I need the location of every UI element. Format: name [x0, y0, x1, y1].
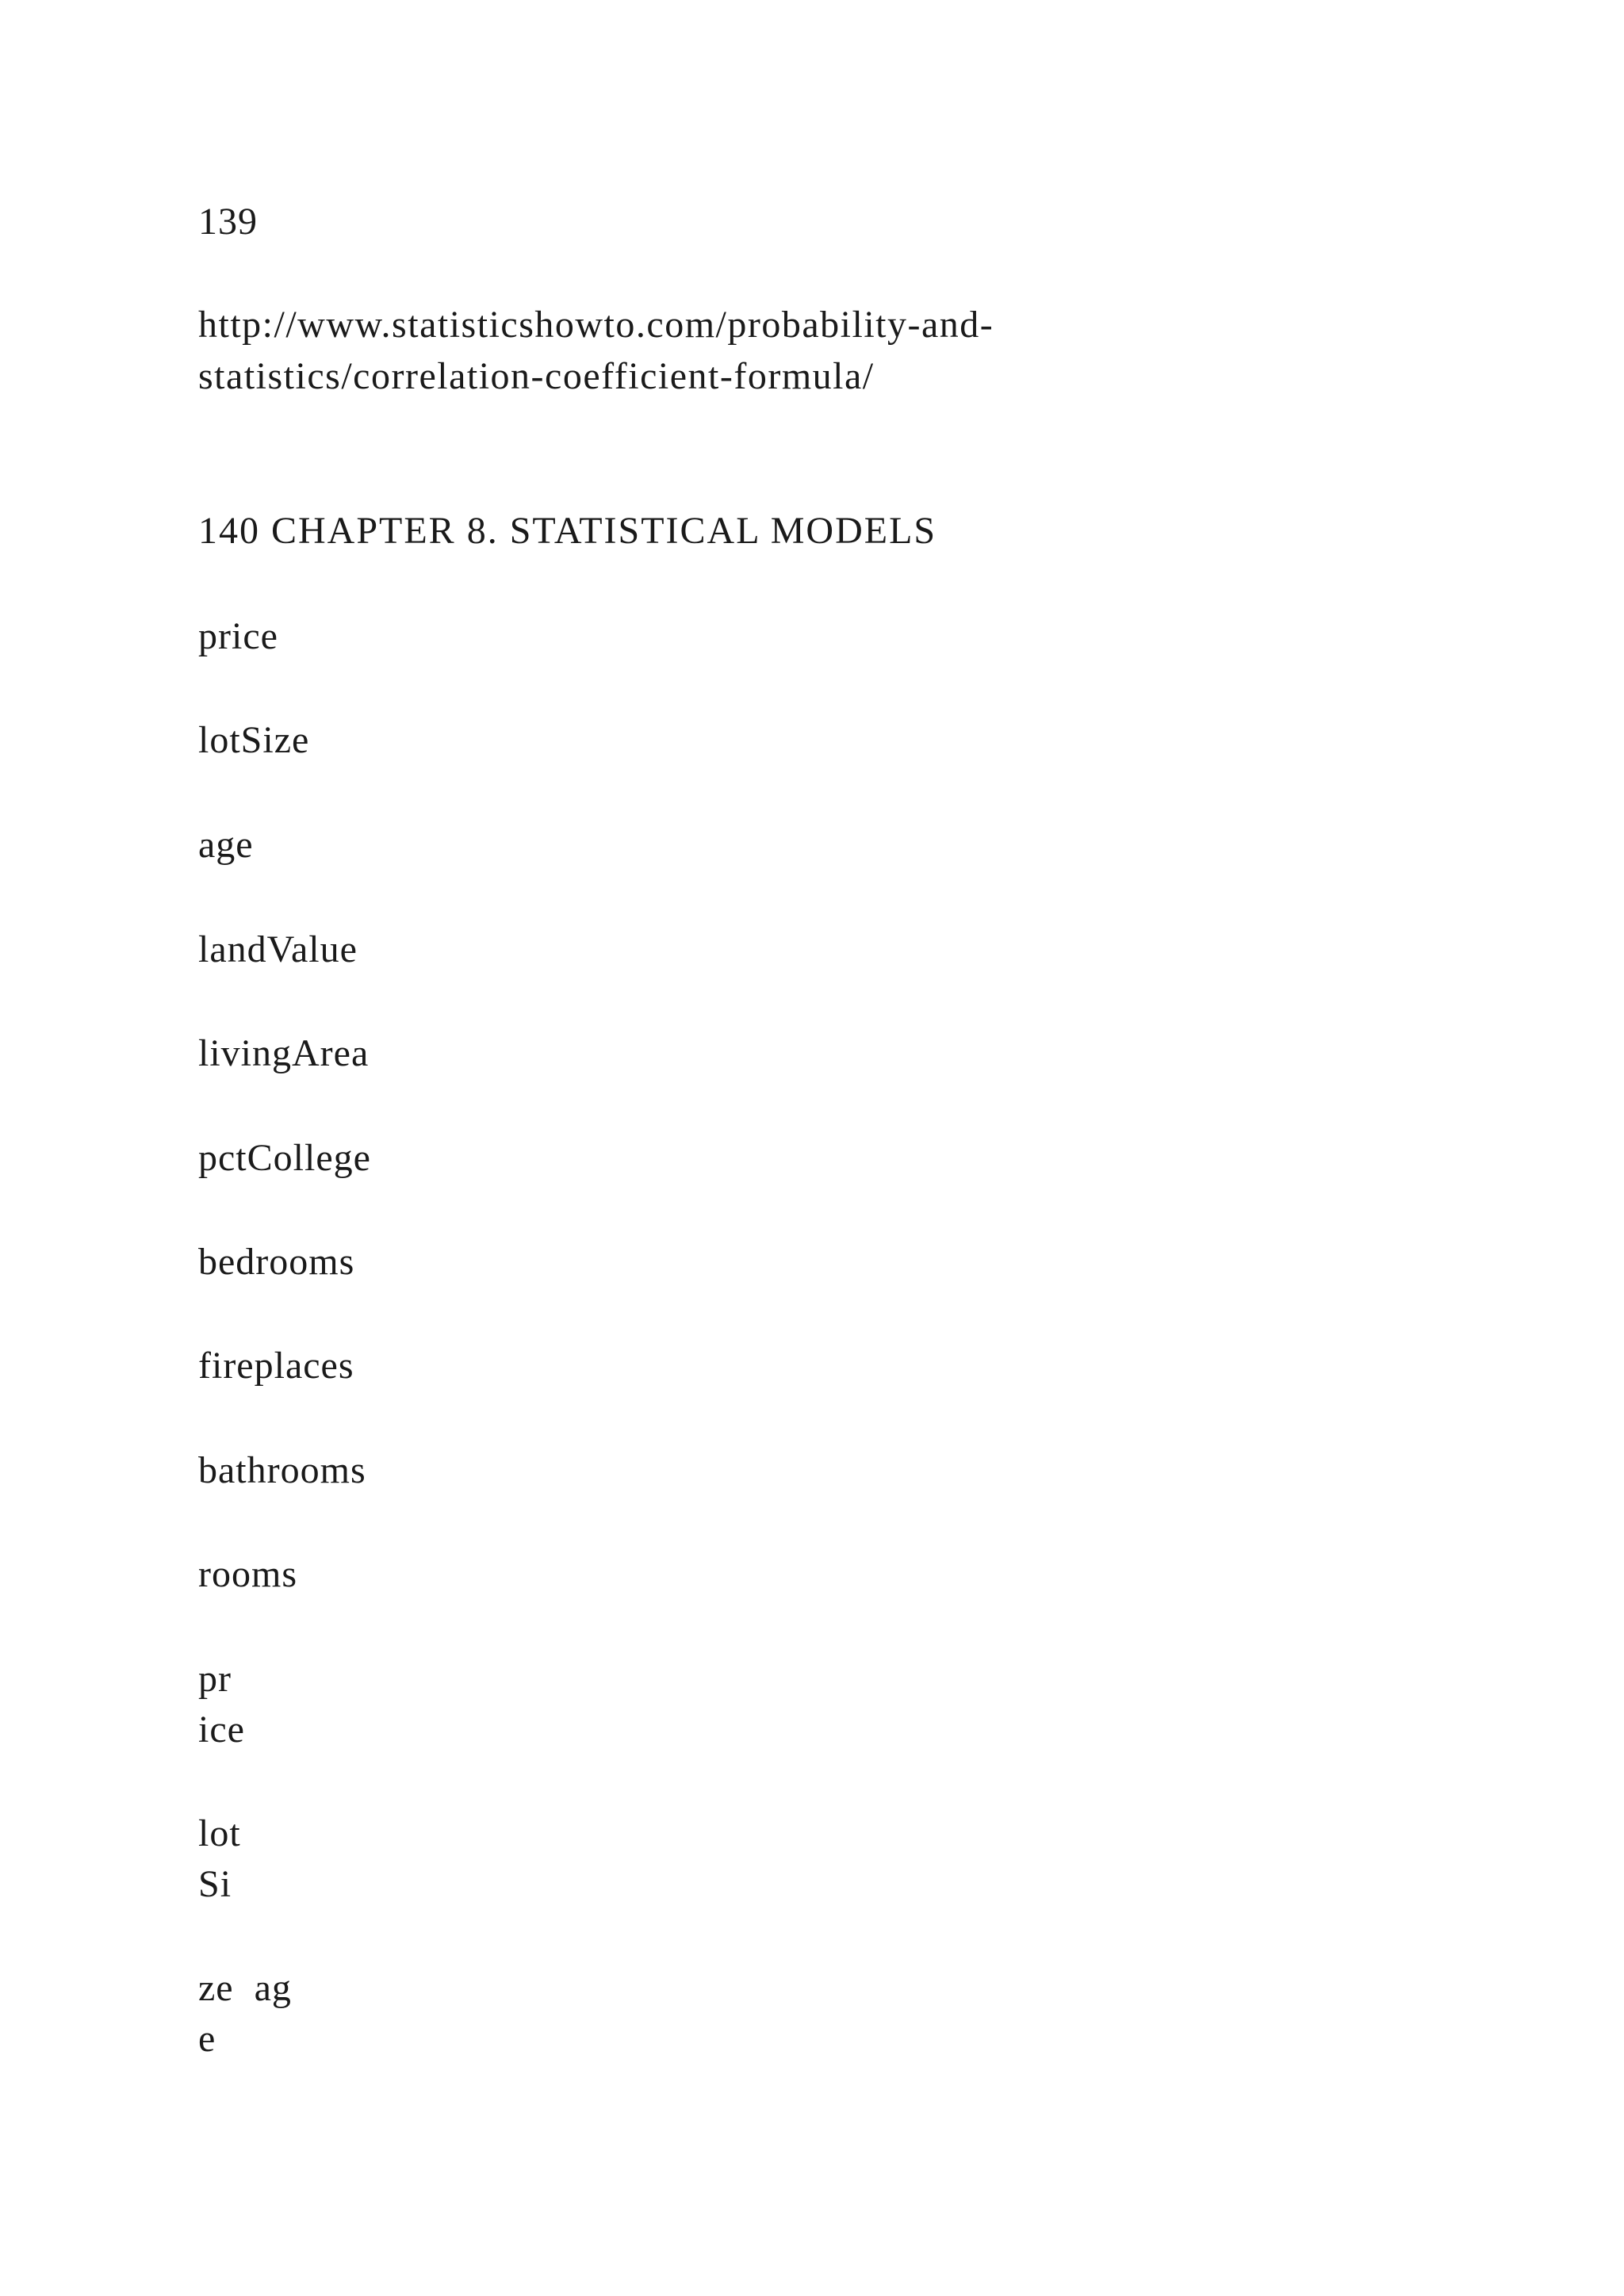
variable-landvalue: landValue	[198, 928, 358, 970]
variable-age: age	[198, 824, 254, 866]
variable-price: price	[198, 615, 278, 657]
footnote-number: 139	[198, 201, 258, 243]
variable-bedrooms: bedrooms	[198, 1241, 355, 1283]
document-page	[198, 0, 1546, 2296]
fragment-price-line-1: pr	[198, 1658, 232, 1700]
variable-livingarea: livingArea	[198, 1032, 370, 1074]
footnote-url-line-2: statistics/correlation-coefficient-formula/	[198, 355, 875, 397]
footnote-url-line-1: http://www.statisticshowto.com/probability-and-	[198, 304, 994, 346]
fragment-price-line-2: ice	[198, 1709, 245, 1751]
fragment-lotsize-line-1: lot	[198, 1812, 241, 1854]
fragment-age-line-1: ze ag	[198, 1967, 292, 2009]
variable-pctcollege: pctCollege	[198, 1137, 371, 1179]
fragment-age-line-2: e	[198, 2018, 216, 2060]
variable-fireplaces: fireplaces	[198, 1345, 354, 1387]
variable-bathrooms: bathrooms	[198, 1449, 366, 1491]
variable-rooms: rooms	[198, 1553, 297, 1595]
fragment-lotsize-line-2: Si	[198, 1863, 232, 1905]
variable-lotsize: lotSize	[198, 719, 310, 761]
chapter-header: 140 CHAPTER 8. STATISTICAL MODELS	[198, 510, 937, 552]
